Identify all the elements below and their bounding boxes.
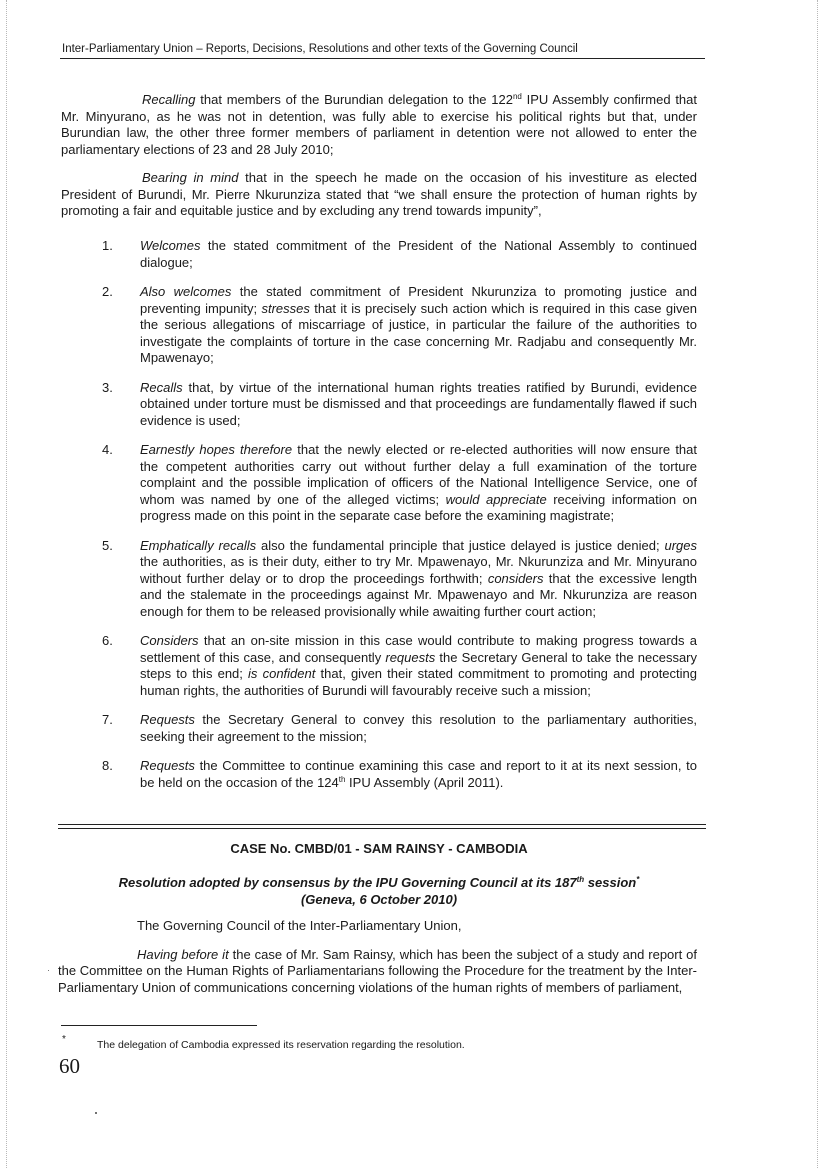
scan-edge-left bbox=[6, 0, 7, 1168]
superscript: th bbox=[576, 875, 585, 884]
preamble-paragraph-recalling bbox=[61, 92, 697, 158]
item-number: 3. bbox=[102, 379, 113, 395]
paragraph-text: the case of Mr. Sam Rainsy, which has been the subject of a study and report of the Committee on the Human Rights of Parliamentarians following the Procedure for the treatment by the Inter-Parliamentary Union of communications concerning violations of the human rights of members of parliament, bbox=[58, 946, 697, 995]
item-lead: is confident bbox=[248, 666, 316, 681]
operative-item-3 bbox=[61, 380, 697, 430]
item-lead: urges bbox=[664, 537, 697, 553]
operative-item-6 bbox=[61, 633, 697, 699]
case-body bbox=[58, 918, 697, 996]
operative-item-5 bbox=[61, 538, 697, 621]
scan-speck bbox=[95, 1112, 97, 1114]
item-lead: requests bbox=[385, 649, 436, 665]
resolution-heading-text: Resolution adopted by consensus by the IPU Governing Council at its 187 bbox=[118, 875, 577, 890]
preamble-lead: Recalling bbox=[142, 92, 196, 107]
intro-paragraph: The Governing Council of the Inter-Parliamentary Union, bbox=[137, 918, 462, 933]
item-lead: Welcomes bbox=[140, 238, 201, 253]
superscript: th bbox=[338, 774, 346, 784]
item-text: the authorities, as is their duty, either to try Mr. Mpawenayo, Mr. Nkurunziza and Mr. Minyurano without further delay or to drop the proceedings forthwith; bbox=[140, 554, 697, 586]
item-lead: would appreciate bbox=[445, 491, 547, 507]
item-number: 4. bbox=[102, 442, 113, 457]
item-text: that, given their stated commitment to promoting and protecting human rights, the authorities of Burundi will favourably receive such a mission; bbox=[140, 666, 697, 698]
operative-item-4 bbox=[61, 442, 697, 525]
operative-item-8 bbox=[61, 758, 697, 791]
item-text: receiving information on progress made on this point in the separate case before the examining magistrate; bbox=[140, 491, 697, 523]
item-text: that the newly elected or re-elected authorities will now ensure that the competent authorities carry out without further delay a full examination of the torture complaint and the possible implication of officers of the National Intelligence Service, one of whom was named by one of the alleged victims; bbox=[140, 442, 697, 507]
preamble-paragraph-bearing bbox=[61, 170, 697, 220]
operative-item-1 bbox=[61, 238, 697, 271]
footnote-rule bbox=[61, 1025, 257, 1026]
preamble-text: that in the speech he made on the occasion of his investiture as elected President of Burundi, Mr. Pierre Nkurunziza stated that “we shall ensure the protection of human rights by promoting a fair and equitable justice and by excluding any trend towards impunity”, bbox=[61, 170, 697, 218]
item-lead: Considers bbox=[140, 633, 199, 648]
item-text: that the excessive length and the stalemate in the proceedings against Mr. Mpawenayo and Mr. Nkurunziza are reason enough for them to be released provisionally while awaiting further court action; bbox=[140, 570, 697, 619]
item-number: 8. bbox=[102, 758, 113, 773]
item-text: the Secretary General to take the necessary steps to this end; bbox=[140, 649, 698, 681]
item-lead: Also welcomes bbox=[140, 284, 232, 299]
header-rule bbox=[60, 58, 705, 59]
item-text: IPU Assembly (April 2011). bbox=[345, 774, 504, 790]
item-text: that it is precisely such action which is required in this case given the serious allegations of miscarriage of justice, in particular the failure of the authorities to investigate the complaints of torture in the case concerning Mr. Radjabu and consequently Mr. Mpawenayo; bbox=[140, 300, 697, 365]
item-lead: Earnestly hopes therefore bbox=[140, 442, 293, 457]
footnote-mark: * bbox=[62, 1034, 66, 1045]
resolution-place-date: (Geneva, 6 October 2010) bbox=[300, 891, 458, 907]
item-text: that, by virtue of the international human rights treaties ratified by Burundi, evidence obtained under torture must be dismissed and that proceedings are fundamentally flawed if such evidence is used; bbox=[140, 379, 697, 428]
footnote-reference: * bbox=[636, 875, 640, 884]
scan-edge-right bbox=[817, 0, 818, 1168]
resolution-heading bbox=[61, 875, 697, 908]
case-title: CASE No. CMBD/01 - SAM RAINSY - CAMBODIA bbox=[230, 841, 528, 856]
item-number: 7. bbox=[102, 712, 113, 727]
operative-item-7 bbox=[61, 712, 697, 745]
item-number: 6. bbox=[102, 633, 113, 648]
item-lead: Recalls bbox=[140, 379, 183, 395]
item-lead: stresses bbox=[261, 300, 310, 316]
item-text: the stated commitment of President Nkurunziza to promoting justice and preventing impunity; bbox=[140, 284, 697, 316]
item-text: that an on-site mission in this case would contribute to making progress towards a settlement of this case, and consequently bbox=[140, 633, 697, 665]
paragraph-lead: Having before it bbox=[137, 946, 229, 962]
operative-list bbox=[61, 238, 697, 804]
section-rule bbox=[58, 824, 706, 825]
footnote-text: The delegation of Cambodia expressed its reservation regarding the resolution. bbox=[97, 1039, 465, 1051]
preamble-text: IPU Assembly confirmed that Mr. Minyurano, as he was not in detention, was fully able to exercise his political rights but that, under Burundian law, the other three former members of parliament in detention were not allowed to enter the parliamentary elections of 23 and 28 July 2010; bbox=[61, 92, 697, 157]
item-lead: considers bbox=[487, 570, 544, 586]
page-number: 60 bbox=[59, 1054, 80, 1078]
having-paragraph bbox=[58, 947, 697, 997]
item-number: 5. bbox=[102, 537, 113, 553]
resolution-heading-text: session bbox=[584, 875, 637, 890]
item-number: 1. bbox=[102, 238, 113, 253]
scan-speck bbox=[48, 970, 49, 971]
item-number: 2. bbox=[102, 284, 113, 299]
superscript: nd bbox=[512, 92, 522, 101]
item-text: the stated commitment of the President of the National Assembly to continued dialogue; bbox=[140, 238, 697, 270]
running-header: Inter-Parliamentary Union – Reports, Decisions, Resolutions and other texts of the Governing Council bbox=[62, 43, 578, 55]
preamble bbox=[61, 92, 697, 220]
item-lead: Emphatically recalls bbox=[140, 537, 257, 553]
section-rule bbox=[58, 828, 706, 829]
item-text: also the fundamental principle that justice delayed is justice denied; bbox=[256, 537, 665, 553]
item-text: the Committee to continue examining this case and report to it at its next session, to be held on the occasion of the 124 bbox=[140, 758, 697, 790]
item-lead: Requests bbox=[140, 758, 195, 773]
operative-item-2 bbox=[61, 284, 697, 367]
item-lead: Requests bbox=[140, 712, 195, 727]
item-text: the Secretary General to convey this resolution to the parliamentary authorities, seeking their agreement to the mission; bbox=[140, 712, 697, 744]
preamble-lead: Bearing in mind bbox=[142, 170, 239, 185]
preamble-text: that members of the Burundian delegation to the 122 bbox=[195, 92, 513, 107]
